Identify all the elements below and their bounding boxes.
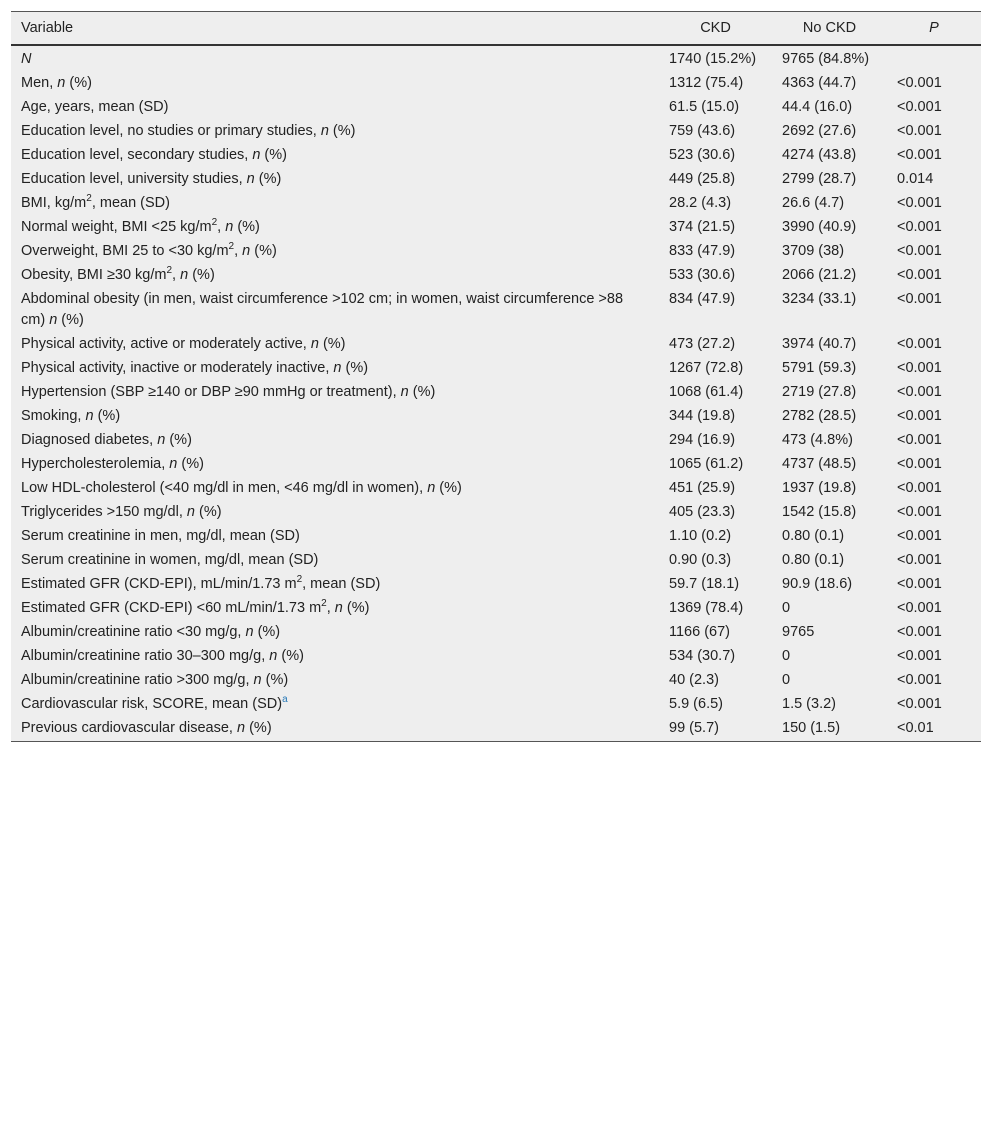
no-ckd-cell: 44.4 (16.0): [782, 99, 853, 115]
no-ckd-cell: 3990 (40.9): [782, 219, 857, 235]
table-row: [11, 547, 981, 571]
no-ckd-cell: 0.80 (0.1): [782, 528, 845, 544]
variable-cell: Normal weight, BMI <25 $kg/m^2$, n (%): [21, 217, 260, 235]
table-row: [11, 667, 981, 691]
p-value-cell: <0.001: [897, 576, 942, 592]
ckd-cell: 61.5 (15.0): [669, 99, 740, 115]
no-ckd-cell: 4274 (43.8): [782, 147, 857, 163]
ckd-cell: 99 (5.7): [659, 715, 772, 742]
variable-cell: Education level, secondary studies, n (%): [21, 147, 287, 163]
ckd-cell: 344 (19.8): [669, 408, 736, 424]
variable-cell: Low HDL-cholesterol (<40 mg/dl in men, <46 mg/dl in women), n (%): [21, 480, 462, 496]
table-row: [11, 214, 981, 238]
no-ckd-cell: 2692 (27.6): [782, 123, 857, 139]
variable-cell: Estimated GFR (CKD-EPI), mL/min/1.73 $m^2$, mean (SD): [21, 574, 381, 592]
ckd-cell: 1369 (78.4): [669, 600, 744, 616]
table-row: [11, 262, 981, 286]
table-row: [11, 331, 981, 355]
header-ckd: CKD: [659, 12, 772, 46]
no-ckd-cell: 2799 (28.7): [782, 171, 857, 187]
p-value-cell: <0.001: [897, 648, 942, 664]
variable-cell: Albumin/creatinine ratio >300 mg/g, n (%): [21, 672, 289, 688]
table-header-row: [11, 12, 981, 46]
variable-cell: Serum creatinine in women, mg/dl, mean (SD): [21, 552, 319, 568]
variable-cell: Cardiovascular risk, SCORE, mean (SD)$^a$: [21, 694, 288, 712]
variable-cell: Albumin/creatinine ratio <30 mg/g, n (%): [21, 624, 281, 640]
p-value-cell: <0.001: [897, 99, 942, 115]
ckd-cell: 28.2 (4.3): [669, 195, 732, 211]
p-value-cell: <0.001: [897, 195, 942, 211]
table-row: [11, 286, 981, 331]
no-ckd-cell: 1542 (15.8): [782, 504, 857, 520]
no-ckd-cell: 0: [782, 600, 791, 616]
p-value-cell: <0.001: [897, 243, 942, 259]
table-body: [11, 45, 981, 742]
ckd-cell: 405 (23.3): [669, 504, 736, 520]
table-row: [11, 691, 981, 715]
ckd-characteristics-table: [11, 11, 981, 742]
ckd-cell: 1312 (75.4): [669, 75, 744, 91]
ckd-cell: 59.7 (18.1): [669, 576, 740, 592]
variable-cell: Physical activity, active or moderately active, n (%): [21, 336, 346, 352]
p-value-cell: <0.001: [897, 624, 942, 640]
variable-cell: Obesity, BMI ≥30 $kg/m^2$, n (%): [21, 265, 215, 283]
no-ckd-cell: 473 (4.8%): [782, 432, 853, 448]
table-row: [11, 523, 981, 547]
variable-cell: N: [21, 51, 32, 67]
p-value-cell: <0.001: [897, 75, 942, 91]
ckd-cell: 40 (2.3): [669, 672, 719, 688]
p-value-cell: <0.001: [897, 504, 942, 520]
no-ckd-cell: 26.6 (4.7): [782, 195, 845, 211]
p-value-cell: <0.001: [897, 696, 942, 712]
header-p: P: [887, 12, 981, 46]
table-row: [11, 499, 981, 523]
no-ckd-cell: 2719 (27.8): [782, 384, 857, 400]
ckd-cell: 451 (25.9): [669, 480, 736, 496]
ckd-cell: 0.90 (0.3): [669, 552, 732, 568]
p-value-cell: <0.001: [897, 336, 942, 352]
table-row: [11, 451, 981, 475]
variable-cell: Abdominal obesity (in men, waist circumference >102 cm; in women, waist circumference >88 cm) n (%): [21, 291, 624, 328]
p-value-cell: <0.001: [897, 432, 942, 448]
ckd-cell: 294 (16.9): [669, 432, 736, 448]
p-value-cell: <0.001: [897, 147, 942, 163]
p-value-cell: <0.001: [897, 360, 942, 376]
no-ckd-cell: 9765 (84.8%): [782, 51, 870, 67]
no-ckd-cell: 9765: [782, 624, 815, 640]
table-row: [11, 379, 981, 403]
table-row: [11, 475, 981, 499]
no-ckd-cell: 2066 (21.2): [782, 267, 857, 283]
variable-cell: Previous cardiovascular disease, n (%): [11, 715, 659, 742]
variable-cell: Men, n (%): [21, 75, 92, 91]
ckd-cell: 5.9 (6.5): [669, 696, 723, 712]
variable-cell: Diagnosed diabetes, n (%): [21, 432, 192, 448]
header-variable: Variable: [11, 12, 659, 46]
table-row: [11, 403, 981, 427]
ckd-cell: 534 (30.7): [669, 648, 736, 664]
table-row: [11, 70, 981, 94]
table-row: [11, 427, 981, 451]
no-ckd-cell: 0: [782, 672, 791, 688]
header-no-ckd: No CKD: [772, 12, 887, 46]
table-row: [11, 118, 981, 142]
ckd-cell: 1068 (61.4): [669, 384, 744, 400]
p-value-cell: <0.001: [897, 528, 942, 544]
variable-cell: Albumin/creatinine ratio 30–300 mg/g, n (%): [21, 648, 304, 664]
p-value-cell: [887, 45, 981, 70]
ckd-cell: 374 (21.5): [669, 219, 736, 235]
variable-cell: Physical activity, inactive or moderately inactive, n (%): [21, 360, 369, 376]
p-value-cell: <0.001: [897, 219, 942, 235]
ckd-cell: 1740 (15.2%): [669, 51, 757, 67]
variable-cell: Triglycerides >150 mg/dl, n (%): [21, 504, 222, 520]
variable-cell: Education level, university studies, n (%): [21, 171, 282, 187]
p-value-cell: <0.001: [897, 291, 942, 307]
table-row: [11, 142, 981, 166]
ckd-cell: 759 (43.6): [669, 123, 736, 139]
p-value-cell: <0.001: [897, 672, 942, 688]
p-value-cell: <0.001: [897, 408, 942, 424]
no-ckd-cell: 150 (1.5): [772, 715, 887, 742]
p-value-cell: <0.001: [897, 552, 942, 568]
ckd-cell: 533 (30.6): [669, 267, 736, 283]
no-ckd-cell: 90.9 (18.6): [782, 576, 853, 592]
p-value-cell: <0.001: [897, 480, 942, 496]
no-ckd-cell: 1937 (19.8): [782, 480, 857, 496]
no-ckd-cell: 3709 (38): [782, 243, 845, 259]
table-row: [11, 45, 981, 70]
table-row: [11, 166, 981, 190]
table-row: [11, 190, 981, 214]
table-row: [11, 238, 981, 262]
no-ckd-cell: 1.5 (3.2): [782, 696, 836, 712]
no-ckd-cell: 3974 (40.7): [782, 336, 857, 352]
ckd-cell: 834 (47.9): [669, 291, 736, 307]
variable-cell: Smoking, n (%): [21, 408, 121, 424]
no-ckd-cell: 3234 (33.1): [782, 291, 857, 307]
no-ckd-cell: 2782 (28.5): [782, 408, 857, 424]
variable-cell: Serum creatinine in men, mg/dl, mean (SD): [21, 528, 300, 544]
variable-cell: Estimated GFR (CKD-EPI) <60 mL/min/1.73 $m^2$, n (%): [21, 598, 370, 616]
table-row: [11, 94, 981, 118]
ckd-cell: 1065 (61.2): [669, 456, 744, 472]
no-ckd-cell: 0: [782, 648, 791, 664]
table-row: [11, 571, 981, 595]
p-value-cell: <0.001: [897, 123, 942, 139]
p-value-cell: <0.001: [897, 600, 942, 616]
variable-cell: Education level, no studies or primary studies, n (%): [21, 123, 356, 139]
ckd-cell: 1.10 (0.2): [669, 528, 732, 544]
no-ckd-cell: 0.80 (0.1): [782, 552, 845, 568]
no-ckd-cell: 4363 (44.7): [782, 75, 857, 91]
p-value-cell: <0.01: [887, 715, 981, 742]
ckd-cell: 833 (47.9): [669, 243, 736, 259]
ckd-cell: 523 (30.6): [669, 147, 736, 163]
variable-cell: BMI, $kg/m^2$, mean (SD): [21, 193, 170, 211]
p-value-cell: 0.014: [897, 171, 934, 187]
variable-cell: Overweight, BMI 25 to <30 $kg/m^2$, n (%): [21, 241, 277, 259]
variable-cell: Age, years, mean (SD): [21, 99, 169, 115]
table-row: [11, 715, 981, 742]
variable-cell: Hypertension (SBP ≥140 or DBP ≥90 mmHg or treatment), n (%): [21, 384, 436, 400]
variable-cell: Hypercholesterolemia, n (%): [21, 456, 204, 472]
table-row: [11, 619, 981, 643]
p-value-cell: <0.001: [897, 384, 942, 400]
ckd-cell: 449 (25.8): [669, 171, 736, 187]
table-row: [11, 643, 981, 667]
p-value-cell: <0.001: [897, 267, 942, 283]
ckd-cell: 1267 (72.8): [669, 360, 744, 376]
ckd-cell: 473 (27.2): [669, 336, 736, 352]
table-row: [11, 595, 981, 619]
no-ckd-cell: 5791 (59.3): [782, 360, 857, 376]
ckd-cell: 1166 (67): [669, 624, 730, 640]
table-row: [11, 355, 981, 379]
p-value-cell: <0.001: [897, 456, 942, 472]
no-ckd-cell: 4737 (48.5): [782, 456, 857, 472]
